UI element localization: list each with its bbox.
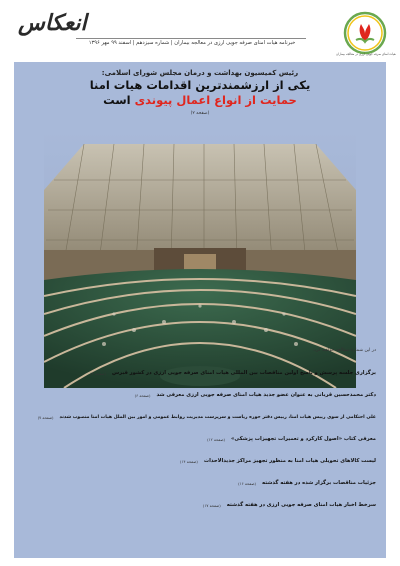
toc-item-page: (صفحه ۱۶) [238, 480, 257, 486]
toc-item-title: لیست کالاهای تحویلی هیات امنا به منظور تجهیز مراکز جدیدالاحداث [203, 458, 376, 464]
headline-title-highlight: حمایت از انواع اعمال پیوندی [134, 93, 297, 107]
organization-logo-icon [342, 10, 388, 56]
toc-item[interactable] [24, 428, 376, 450]
headline-block [14, 68, 386, 118]
toc-item-page: (صفحه ۶) [134, 392, 151, 398]
toc-item-title: برگزاری جلسه پرسش و پاسخ اولین مناقصات بین المللی هیات امنای صرفه جویی ارزی در کشور قبرس [111, 370, 376, 376]
toc-item-title: معرفی کتاب «اصول کارکرد و تعمیرات تجهیزات پزشکی» [231, 436, 376, 442]
masthead-subtitle: خبرنامه هیات امنای صرفه جویی ارزی در معالجه بیماران | شماره سیزدهم | اسفند ۹۹ مهر ۱۳۹۶ [88, 40, 296, 46]
toc-item[interactable] [24, 494, 376, 516]
headline-kicker: رئیس کمیسیون بهداشت و درمان مجلس شورای اسلامی: [101, 69, 299, 77]
toc-item-page: (صفحه ۱۷) [202, 502, 221, 508]
toc-item[interactable] [24, 406, 376, 428]
masthead-title: انعکاس [18, 10, 87, 36]
toc-intro: در این شماره مطالعه خواهید کرد: [312, 348, 376, 353]
headline-title-suffix: است [103, 93, 131, 107]
masthead [8, 8, 396, 60]
toc-item[interactable] [24, 384, 376, 406]
toc-item-title: دکتر محمدحسین قربانی به عنوان عضو جدید هیات امنای صرفه جویی ارزی معرفی شد [156, 392, 376, 398]
toc-item-page: (صفحه ۳) [90, 370, 106, 376]
toc-item-page: (صفحه ۱۲) [207, 436, 226, 442]
logo-caption: هیات امنای صرفه جویی ارزی در معالجه بیماران [336, 52, 396, 56]
toc-item[interactable] [24, 450, 376, 472]
headline-page-ref: (صفحه ۲) [190, 111, 210, 116]
table-of-contents [24, 362, 376, 516]
toc-item-page: (صفحه ۷) [37, 414, 54, 420]
toc-item-title: علی احتکامی از سوی رییس هیات امنا، رییس دفتر حوزه ریاست و سرپرست مدیریت روابط عمومی و امور بین الملل هیات امنا منصوب شدند [59, 414, 376, 420]
headline-title-line1: یکی از ارزشمندترین اقدامات هیات امنا [89, 78, 311, 92]
cover-panel [14, 62, 386, 558]
toc-item[interactable] [24, 472, 376, 494]
headline-title-line2 [14, 93, 386, 108]
toc-item-page: (صفحه ۱۴) [180, 458, 198, 464]
masthead-divider [76, 38, 306, 39]
toc-item-title: جزئیات مناقصات برگزار شده در هفته گذشته [262, 480, 376, 486]
toc-item-title: سرخط اخبار هیات امنای صرفه جویی ارزی در هفته گذشته [226, 502, 376, 508]
toc-item[interactable] [24, 362, 376, 384]
